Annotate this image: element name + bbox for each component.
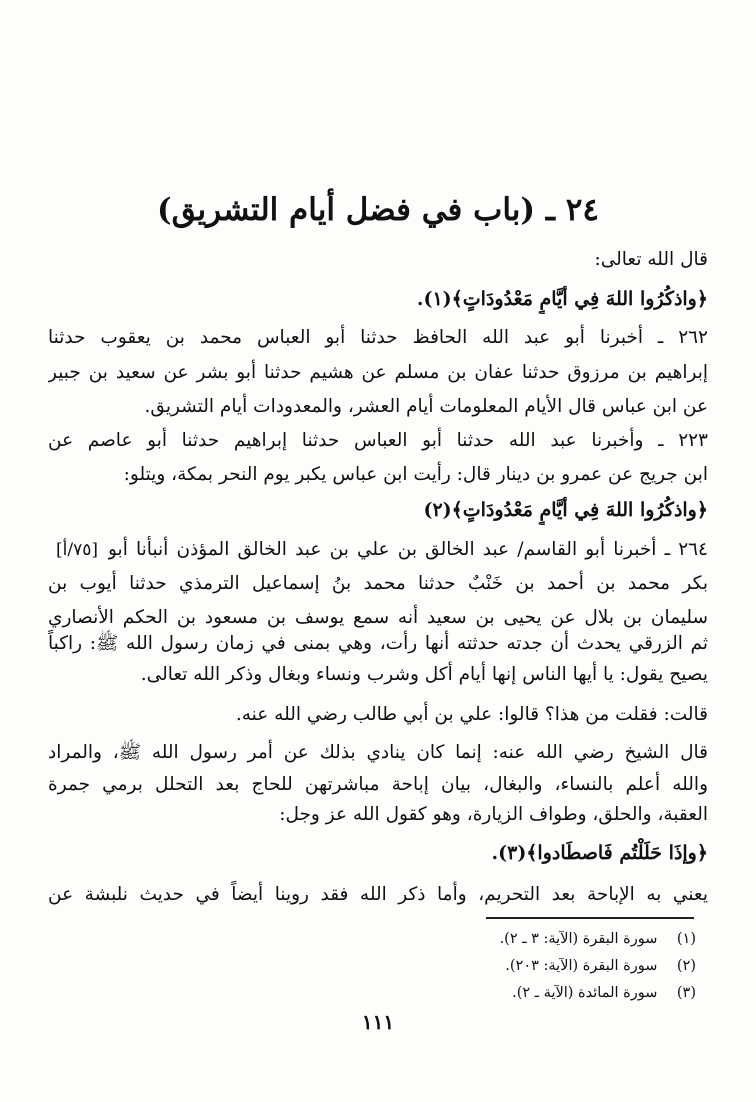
chapter-title: ٢٤ ـ (باب في فضل أيام التشريق)	[156, 192, 600, 228]
footnote-text: سورة البقرة (الآية: ٣ ـ ٢).	[499, 931, 658, 947]
hadith-264-line-2: بكر محمد بن أحمد بن خَنْبٌ حدثنا محمد بنُ إسماعيل الترمذي حدثنا أيوب بن	[48, 573, 708, 594]
narration-quote: قالت: فقلت من هذا؟ قالوا: علي بن أبي طالب رضي الله عنه.	[235, 704, 708, 725]
footnote-number: (٢)	[676, 958, 696, 974]
footnote-text: سورة المائدة (الآية ـ ٢).	[512, 985, 658, 1001]
hadith-262-line-2: إبراهيم بن مرزوق حدثنا عفان بن مسلم عن هشيم حدثنا أبو بشر عن سعيد بن جبير	[48, 362, 708, 383]
quran-verse-3: ﴿وإذَا حَلَلْتُم فَاصطَادوا﴾(٣).	[491, 842, 708, 864]
hadith-264-line-1: ٢٦٤ ـ أخبرنا أبو القاسم/ عبد الخالق بن علي بن عبد الخالق المؤذن أنبأنا أبو	[108, 539, 708, 560]
footnote-text: سورة البقرة (الآية: ٢٠٣).	[505, 958, 658, 974]
commentary-line-4: يعني به الإباحة بعد التحريم، وأما ذكر الله فقد روينا أيضاً في حديث نلبشة عن	[48, 884, 708, 905]
manuscript-folio-marker: [٧٥/أ]	[56, 540, 98, 560]
quran-verse-2: ﴿واذكُرُوا اللهَ فِي أيَّامٍ مَعْدُودَاتٍ﴾(٢)	[423, 499, 708, 521]
page-number: ١١١	[361, 1010, 395, 1034]
hadith-262-line-3: عن ابن عباس قال الأيام المعلومات أيام العشر، والمعدودات أيام التشريق.	[144, 396, 708, 417]
hadith-223-line-2: ابن جريج عن عمرو بن دينار قال: رأيت ابن عباس يكبر يوم النحر بمكة، ويتلو:	[123, 464, 708, 485]
hadith-264-line-4: ثم الزرقي يحدث أن جدته حدثته أنها رأت، وهي بمنى في زمان رسول الله ﷺ: راكباً	[48, 633, 708, 654]
hadith-223-line-1: ٢٢٣ ـ وأخبرنا عبد الله حدثنا أبو العباس حدثنا إبراهيم حدثنا أبو عاصم عن	[48, 430, 708, 451]
commentary-line-2: والله أعلم بالنساء، والبغال، بيان إباحة مباشرتهن للحاج بعد التحلل برمي جمرة	[48, 774, 708, 795]
footnote-3	[436, 982, 696, 1004]
commentary-line-3: العقبة، والحلق، وطواف الزيارة، وهو كقول الله عز وجل:	[279, 804, 708, 825]
text-line-intro: قال الله تعالى:	[594, 249, 708, 270]
hadith-262-line-1: ٢٦٢ ـ أخبرنا أبو عبد الله الحافظ حدثنا أبو العباس محمد بن يعقوب حدثنا	[48, 327, 708, 348]
footnote-number: (٣)	[676, 985, 696, 1001]
commentary-line-1: قال الشيخ رضي الله عنه: إنما كان ينادي بذلك عن أمر رسول الله ﷺ، والمراد	[48, 742, 708, 763]
quran-verse-1: ﴿واذكُرُوا اللهَ فِي أيَّامٍ مَعْدُودَاتٍ﴾(١).	[416, 288, 708, 310]
hadith-264-line-5: يصيح يقول: يا أيها الناس إنها أيام أكل وشرب ونساء وبغال وذكر الله تعالى.	[140, 664, 708, 685]
hadith-264-line-3: سليمان بن بلال عن يحيى بن سعيد أنه سمع يوسف بن مسعود بن الحكم الأنصاري	[48, 607, 708, 628]
footnote-2	[436, 955, 696, 977]
footnote-divider	[486, 917, 694, 919]
footnote-1	[436, 928, 696, 950]
footnote-number: (١)	[676, 931, 696, 947]
